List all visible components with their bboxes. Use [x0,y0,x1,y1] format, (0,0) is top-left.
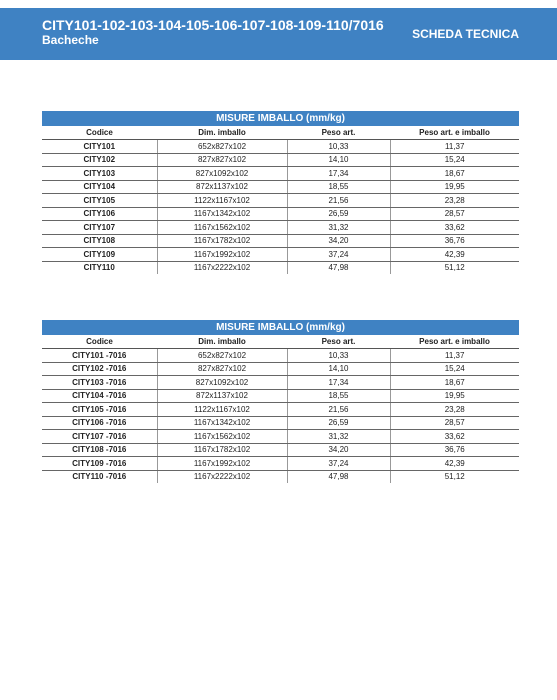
column-header-peso-art: Peso art. [287,335,390,349]
scheda-tecnica-label: SCHEDA TECNICA [412,27,519,41]
cell-peso-art-imballo: 11,37 [390,349,519,363]
cell-dim-imballo: 1167x2222x102 [157,261,287,274]
cell-peso-art-imballo: 15,24 [390,362,519,376]
table-row [42,430,519,444]
cell-peso-art-imballo: 18,67 [390,376,519,390]
cell-codice: CITY108 [42,234,157,248]
cell-peso-art-imballo: 15,24 [390,153,519,167]
table-row [42,248,519,262]
document-title: CITY101-102-103-104-105-106-107-108-109-110/7016 [42,17,384,33]
cell-peso-art-imballo: 42,39 [390,248,519,262]
cell-peso-art-imballo: 19,95 [390,180,519,194]
cell-peso-art-imballo: 11,37 [390,140,519,154]
cell-codice: CITY110 [83,263,115,273]
cell-peso-art-imballo: 51,12 [390,261,519,274]
cell-peso-art: 21,56 [287,403,390,417]
cell-codice: CITY106 [42,207,157,221]
table-row [42,403,519,417]
cell-peso-art-imballo: 28,57 [390,416,519,430]
cell-peso-art-imballo: 36,76 [390,234,519,248]
cell-codice: CITY109 [42,248,157,262]
cell-peso-art-imballo: 33,62 [390,221,519,235]
packaging-table-7016 [42,320,519,483]
table-caption: MISURE IMBALLO (mm/kg) [42,320,519,335]
document-subtitle: Bacheche [42,33,99,47]
cell-peso-art: 34,20 [287,234,390,248]
cell-dim-imballo: 1167x1782x102 [157,443,287,457]
table-row [42,180,519,194]
cell-peso-art: 47,98 [287,261,390,274]
table-row [42,153,519,167]
column-header-peso-art: Peso art. [287,126,390,140]
column-header-peso-art-imballo: Peso art. e imballo [390,126,519,140]
table-row [42,416,519,430]
cell-codice: CITY104 [42,180,157,194]
cell-codice: CITY103 -7016 [42,376,157,390]
cell-peso-art-imballo: 18,67 [390,167,519,181]
cell-codice: CITY101 -7016 [42,349,157,363]
cell-codice: CITY107 [42,221,157,235]
cell-dim-imballo: 652x827x102 [157,349,287,363]
cell-codice: CITY104 -7016 [42,389,157,403]
table-row [42,140,519,154]
table-row [42,194,519,208]
cell-codice: CITY105 -7016 [42,403,157,417]
cell-peso-art: 31,32 [287,221,390,235]
cell-codice: CITY107 -7016 [42,430,157,444]
table-row [42,389,519,403]
cell-dim-imballo: 872x1137x102 [157,180,287,194]
cell-peso-art: 17,34 [287,376,390,390]
table-row [42,376,519,390]
cell-peso-art: 14,10 [287,153,390,167]
column-header-peso-art-imballo: Peso art. e imballo [390,335,519,349]
cell-dim-imballo: 1167x1562x102 [157,430,287,444]
cell-peso-art-imballo: 19,95 [390,389,519,403]
cell-dim-imballo: 1167x1342x102 [157,416,287,430]
page-header [0,8,557,60]
cell-codice: CITY105 [42,194,157,208]
table-row [42,362,519,376]
cell-dim-imballo: 827x1092x102 [157,167,287,181]
cell-dim-imballo: 827x1092x102 [157,376,287,390]
cell-dim-imballo: 1122x1167x102 [157,194,287,208]
cell-codice: CITY102 [42,153,157,167]
packaging-table-standard [42,111,519,274]
cell-dim-imballo: 1167x1342x102 [157,207,287,221]
cell-peso-art-imballo: 23,28 [390,194,519,208]
cell-dim-imballo: 872x1137x102 [157,389,287,403]
cell-codice: CITY102 -7016 [42,362,157,376]
cell-peso-art-imballo: 23,28 [390,403,519,417]
cell-dim-imballo: 1167x1992x102 [157,248,287,262]
cell-peso-art: 26,59 [287,207,390,221]
cell-peso-art: 37,24 [287,457,390,471]
cell-dim-imballo: 652x827x102 [157,140,287,154]
cell-peso-art-imballo: 36,76 [390,443,519,457]
table-row [42,261,519,274]
cell-peso-art: 26,59 [287,416,390,430]
cell-peso-art-imballo: 33,62 [390,430,519,444]
table-row [42,167,519,181]
cell-dim-imballo: 827x827x102 [157,153,287,167]
cell-peso-art: 37,24 [287,248,390,262]
cell-dim-imballo: 827x827x102 [157,362,287,376]
cell-peso-art: 10,33 [287,349,390,363]
cell-peso-art: 34,20 [287,443,390,457]
column-header-codice: Codice [42,126,157,140]
column-header-codice: Codice [42,335,157,349]
cell-codice: CITY108 -7016 [42,443,157,457]
cell-peso-art-imballo: 42,39 [390,457,519,471]
cell-dim-imballo: 1167x1782x102 [157,234,287,248]
table-row [42,443,519,457]
table-row [42,470,519,483]
cell-peso-art: 10,33 [287,140,390,154]
cell-peso-art: 18,55 [287,389,390,403]
table-row [42,207,519,221]
table-row [42,221,519,235]
column-header-dim-imballo: Dim. imballo [157,126,287,140]
cell-dim-imballo: 1167x1562x102 [157,221,287,235]
column-header-dim-imballo: Dim. imballo [157,335,287,349]
cell-codice: CITY101 [42,140,157,154]
table-row [42,457,519,471]
cell-dim-imballo: 1122x1167x102 [157,403,287,417]
cell-dim-imballo: 1167x2222x102 [157,470,287,483]
cell-peso-art-imballo: 51,12 [390,470,519,483]
cell-peso-art: 18,55 [287,180,390,194]
cell-codice: CITY109 -7016 [42,457,157,471]
cell-peso-art-imballo: 28,57 [390,207,519,221]
cell-peso-art: 14,10 [287,362,390,376]
cell-codice: CITY103 [42,167,157,181]
cell-peso-art: 17,34 [287,167,390,181]
cell-peso-art: 47,98 [287,470,390,483]
cell-codice: CITY110 -7016 [72,472,127,482]
cell-codice: CITY106 -7016 [42,416,157,430]
table-row [42,234,519,248]
cell-peso-art: 21,56 [287,194,390,208]
cell-dim-imballo: 1167x1992x102 [157,457,287,471]
table-row [42,349,519,363]
table-caption: MISURE IMBALLO (mm/kg) [42,111,519,126]
cell-peso-art: 31,32 [287,430,390,444]
